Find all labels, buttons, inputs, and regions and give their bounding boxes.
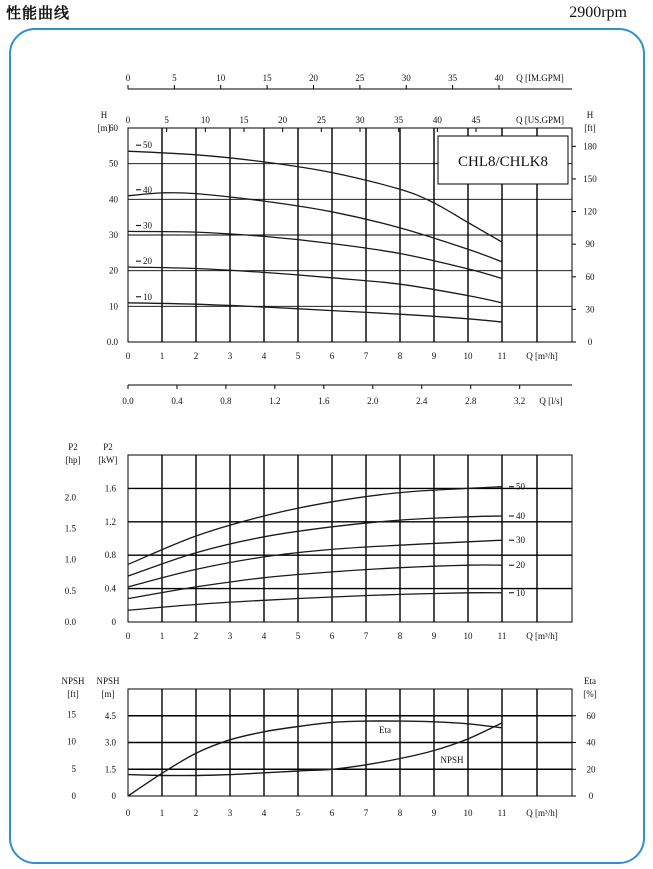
power-curve-label-20: 20 [516, 560, 525, 571]
power-x-tick-label: 2 [193, 631, 199, 641]
eta-curve-label: Eta [379, 725, 391, 735]
npsh-x-tick-label: 8 [397, 808, 403, 818]
head-left-tick-label: 30 [109, 230, 118, 240]
npsh-m-tick-label: 3.0 [104, 737, 116, 748]
head-curve-label-50: 50 [143, 140, 152, 151]
eta-tick-label: 0 [588, 791, 594, 801]
ls-tick-label: 3.2 [514, 396, 526, 406]
eta-tick-label: 40 [586, 737, 596, 748]
ls-axis-label: Q [l/s] [539, 396, 563, 406]
head-right-tick-label: 180 [583, 141, 597, 152]
head-right-tick-label: 30 [585, 304, 595, 315]
head-curve-20 [128, 267, 502, 303]
head-x-tick-label: 5 [295, 351, 301, 361]
speed-label: 2900rpm [569, 4, 627, 21]
power-x-tick-label: 10 [463, 631, 473, 641]
npsh-m-tick-label: 1.5 [104, 764, 116, 775]
head-x-tick-label: 3 [227, 351, 233, 361]
model-label: CHL8/CHLK8 [458, 154, 548, 170]
head-curve-label-20: 20 [143, 256, 152, 267]
us-gpm-tick-label: 30 [355, 115, 365, 125]
head-right-axis-title: H [586, 110, 594, 120]
npsh-x-tick-label: 11 [497, 808, 507, 818]
head-x-tick-label: 2 [193, 351, 199, 361]
head-left-axis-title: H [100, 110, 108, 120]
npsh-x-tick-label: 1 [159, 808, 165, 818]
power-kw-tick-label: 0 [111, 617, 116, 627]
head-right-tick-label: 120 [583, 206, 597, 217]
npsh-x-axis-label: Q [m³/h] [526, 808, 558, 818]
im-gpm-tick-label: 10 [216, 73, 226, 83]
power-x-tick-label: 3 [227, 631, 233, 641]
us-gpm-tick-label: 40 [432, 115, 442, 125]
us-gpm-tick-label: 0 [125, 115, 131, 125]
power-x-tick-label: 8 [397, 631, 403, 641]
power-curve-label-50: 50 [516, 481, 525, 492]
power-kw-axis-title: P2 [103, 442, 113, 452]
eta-tick-label: 20 [586, 764, 596, 775]
eta-axis-unit: [%] [583, 689, 597, 699]
head-left-tick-label: 0.0 [106, 337, 118, 347]
ls-tick-label: 1.6 [318, 396, 330, 406]
power-x-tick-label: 1 [159, 631, 165, 641]
ls-tick-label: 0.0 [122, 396, 134, 406]
eta-axis-title: Eta [584, 676, 596, 686]
head-x-tick-label: 8 [397, 351, 403, 361]
im-gpm-tick-label: 30 [401, 73, 411, 83]
head-curve-40 [128, 193, 502, 262]
npsh-m-tick-label: 0 [111, 791, 116, 801]
power-hp-tick-label: 0.5 [64, 585, 76, 596]
head-left-tick-label: 40 [109, 194, 118, 205]
power-curve-label-40: 40 [516, 510, 525, 521]
head-x-tick-label: 9 [431, 351, 437, 361]
power-x-tick-label: 5 [295, 631, 301, 641]
im-gpm-tick-label: 35 [448, 73, 458, 83]
ls-tick-label: 2.0 [367, 396, 379, 406]
head-left-axis-unit: [m] [97, 123, 111, 133]
us-gpm-tick-label: 35 [394, 115, 404, 125]
power-kw-axis-unit: [kW] [98, 455, 118, 465]
npsh-x-tick-label: 6 [329, 808, 335, 818]
npsh-m-axis-title: NPSH [96, 676, 120, 686]
im-gpm-tick-label: 25 [355, 73, 365, 83]
head-left-tick-label: 20 [109, 265, 118, 276]
power-curve-30 [128, 540, 502, 587]
us-gpm-tick-label: 15 [239, 115, 249, 125]
power-x-tick-label: 0 [125, 631, 131, 641]
im-gpm-axis-label: Q [IM.GPM] [516, 73, 564, 83]
npsh-ft-axis-unit: [ft] [67, 689, 79, 699]
power-kw-tick-label: 1.6 [104, 483, 116, 494]
us-gpm-tick-label: 45 [471, 115, 481, 125]
power-hp-tick-label: 1.0 [64, 554, 76, 565]
head-x-tick-label: 7 [363, 351, 369, 361]
im-gpm-tick-label: 5 [172, 73, 177, 83]
head-curve-10 [128, 303, 502, 322]
power-x-tick-label: 4 [261, 631, 267, 641]
head-curve-label-10: 10 [143, 291, 152, 302]
ls-tick-label: 0.8 [220, 396, 232, 406]
npsh-x-tick-label: 2 [193, 808, 199, 818]
power-plot-frame [128, 455, 572, 622]
im-gpm-tick-label: 15 [262, 73, 272, 83]
power-curve-label-30: 30 [516, 535, 525, 546]
us-gpm-tick-label: 10 [200, 115, 210, 125]
head-left-tick-label: 10 [109, 301, 118, 312]
npsh-m-tick-label: 4.5 [104, 710, 116, 721]
npsh-x-tick-label: 5 [295, 808, 301, 818]
head-right-tick-label: 60 [585, 271, 595, 282]
npsh-x-tick-label: 10 [463, 808, 473, 818]
npsh-x-tick-label: 3 [227, 808, 233, 818]
head-curve-label-30: 30 [143, 220, 152, 231]
power-curve-40 [128, 516, 502, 576]
head-x-tick-label: 1 [159, 351, 165, 361]
power-x-axis-label: Q [m³/h] [526, 631, 558, 641]
npsh-ft-axis-title: NPSH [61, 676, 85, 686]
head-right-tick-label: 0 [587, 337, 593, 347]
head-left-tick-label: 60 [109, 123, 118, 133]
head-curve-30 [128, 231, 502, 278]
head-right-axis-unit: [ft] [584, 123, 596, 133]
head-right-tick-label: 90 [585, 239, 595, 250]
us-gpm-tick-label: 25 [316, 115, 326, 125]
eta-tick-label: 60 [586, 710, 596, 721]
power-x-tick-label: 11 [497, 631, 507, 641]
power-x-tick-label: 7 [363, 631, 369, 641]
npsh-x-tick-label: 0 [125, 808, 131, 818]
power-curve-50 [128, 487, 502, 565]
im-gpm-tick-label: 20 [309, 73, 318, 83]
npsh-ft-tick-label: 5 [71, 763, 76, 774]
power-kw-tick-label: 0.4 [104, 583, 116, 594]
head-x-tick-label: 4 [261, 351, 267, 361]
npsh-curve-label: NPSH [440, 755, 464, 765]
head-x-tick-label: 11 [497, 351, 507, 361]
head-right-tick-label: 150 [583, 173, 597, 184]
power-hp-tick-label: 0.0 [64, 617, 76, 627]
power-curve-label-10: 10 [516, 587, 525, 598]
power-x-tick-label: 6 [329, 631, 335, 641]
head-left-tick-label: 50 [109, 158, 118, 169]
power-hp-tick-label: 2.0 [64, 492, 76, 503]
ls-tick-label: 2.4 [416, 396, 428, 406]
ls-tick-label: 1.2 [269, 396, 281, 406]
power-curve-10 [128, 593, 502, 611]
power-kw-tick-label: 0.8 [104, 550, 116, 561]
npsh-m-axis-unit: [m] [101, 689, 115, 699]
npsh-x-tick-label: 9 [431, 808, 437, 818]
ls-tick-label: 0.4 [171, 396, 183, 406]
us-gpm-axis-label: Q [US.GPM] [515, 115, 565, 125]
npsh-ft-tick-label: 15 [67, 709, 76, 720]
im-gpm-tick-label: 0 [125, 73, 131, 83]
power-hp-axis-unit: [hp] [65, 455, 81, 465]
page-title: 性能曲线 [6, 4, 71, 22]
head-x-tick-label: 10 [463, 351, 473, 361]
head-x-axis-label: Q [m³/h] [526, 351, 558, 361]
npsh-curve [128, 723, 502, 776]
head-x-tick-label: 6 [329, 351, 335, 361]
im-gpm-tick-label: 40 [494, 73, 504, 83]
power-x-tick-label: 9 [431, 631, 437, 641]
head-x-tick-label: 0 [125, 351, 131, 361]
npsh-x-tick-label: 4 [261, 808, 267, 818]
head-curve-label-40: 40 [143, 184, 152, 195]
ls-tick-label: 2.8 [465, 396, 477, 406]
npsh-ft-tick-label: 10 [67, 736, 76, 747]
power-hp-tick-label: 1.5 [64, 523, 76, 534]
npsh-ft-tick-label: 0 [71, 791, 76, 801]
power-kw-tick-label: 1.2 [104, 516, 116, 527]
power-hp-axis-title: P2 [68, 442, 78, 452]
us-gpm-tick-label: 5 [164, 115, 169, 125]
npsh-x-tick-label: 7 [363, 808, 369, 818]
us-gpm-tick-label: 20 [278, 115, 288, 125]
